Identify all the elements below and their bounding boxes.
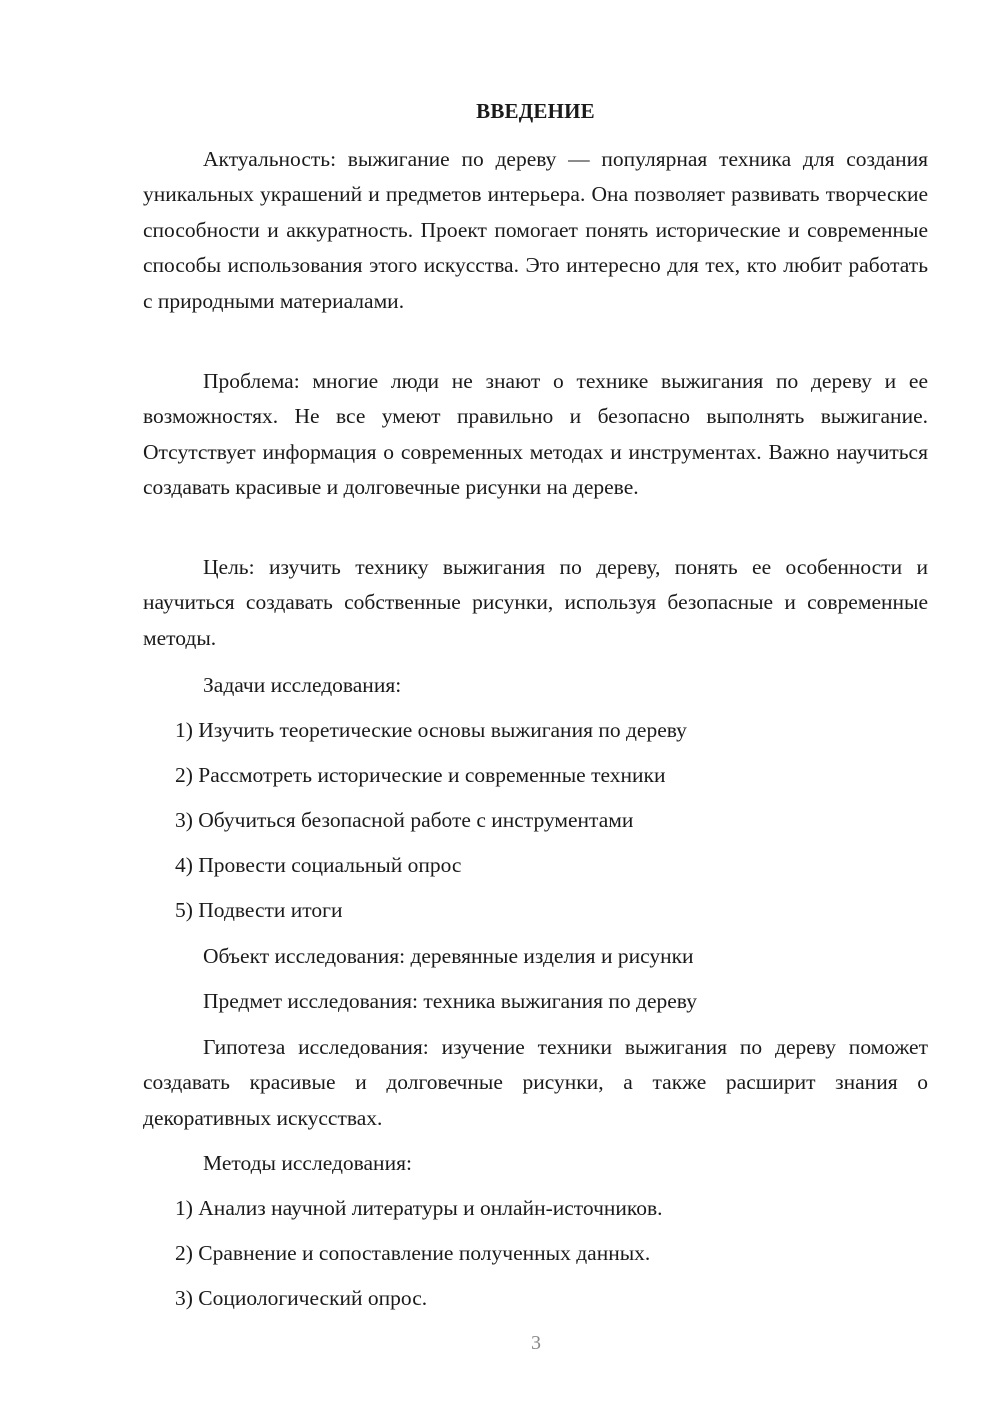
tasks-heading: Задачи исследования: (203, 673, 402, 697)
goal-paragraph: Цель: изучить технику выжигания по дереву, понять ее особенности и научиться создавать собственные рисунки, используя безопасные и современные методы. (143, 555, 928, 650)
task-item: 1) Изучить теоретические основы выжигания по дереву (175, 718, 687, 742)
methods-heading: Методы исследования: (203, 1151, 412, 1175)
task-item: 5) Подвести итоги (175, 898, 343, 922)
task-item: 3) Обучиться безопасной работе с инструментами (175, 808, 634, 832)
method-item: 1) Анализ научной литературы и онлайн-источников. (175, 1196, 663, 1220)
method-item: 3) Социологический опрос. (175, 1286, 428, 1310)
problem-paragraph: Проблема: многие люди не знают о технике выжигания по дереву и ее возможностях. Не все умеют правильно и безопасно выполнять выжигание. Отсутствует информация о современных методах и инструментах. Важно научиться создавать красивые и долговечные рисунки на дереве. (143, 369, 928, 500)
page-number: 3 (531, 1332, 541, 1354)
research-subject: Предмет исследования: техника выжигания по дереву (203, 989, 697, 1013)
task-item: 4) Провести социальный опрос (175, 853, 462, 877)
method-item: 2) Сравнение и сопоставление полученных данных. (175, 1241, 651, 1265)
hypothesis-paragraph: Гипотеза исследования: изучение техники выжигания по дереву поможет создавать красивые и долговечные рисунки, а также расширит знания о декоративных искусствах. (143, 1035, 928, 1130)
page-title: ВВЕДЕНИЕ (476, 99, 595, 123)
research-object: Объект исследования: деревянные изделия и рисунки (203, 944, 694, 968)
task-item: 2) Рассмотреть исторические и современные техники (175, 763, 666, 787)
relevance-paragraph: Актуальность: выжигание по дереву — популярная техника для создания уникальных украшений и предметов интерьера. Она позволяет развивать творческие способности и аккуратность. Проект помогает понять исторические и современные способы использования этого искусства. Это интересно для тех, кто любит работать с природными материалами. (143, 147, 928, 313)
